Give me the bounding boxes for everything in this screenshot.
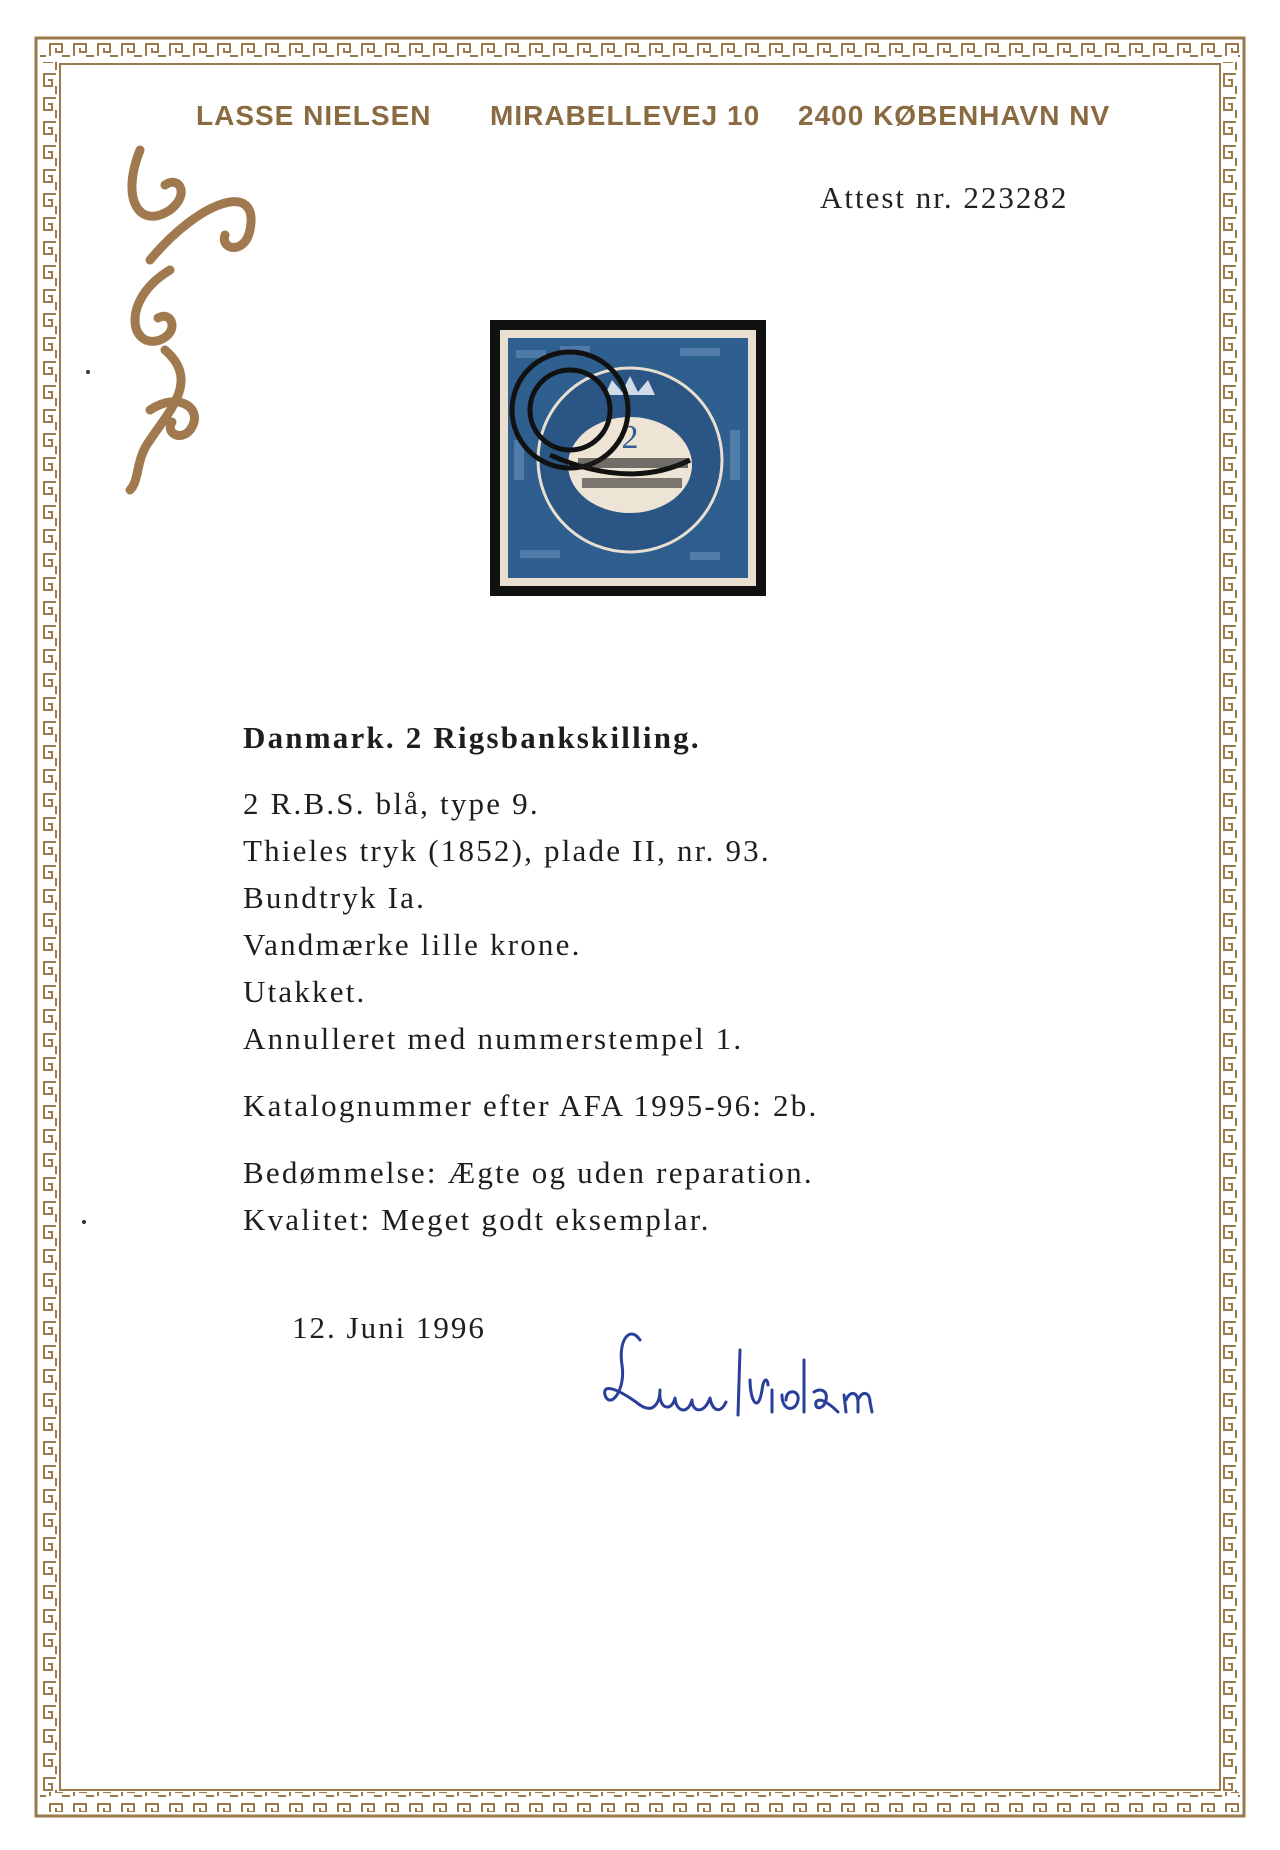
paper-speck [82,1220,86,1224]
detail-line: Utakket. [243,974,367,1009]
letterhead-city: 2400 KØBENHAVN NV [798,100,1111,131]
issue-date: 12. Juni 1996 [292,1310,486,1345]
detail-line: Bundtryk Ia. [243,880,427,915]
assessment: Bedømmelse: Ægte og uden reparation. [243,1155,814,1190]
quality: Kvalitet: Meget godt eksemplar. [243,1202,711,1237]
letterhead-street: MIRABELLEVEJ 10 [490,100,761,131]
detail-line: Thieles tryk (1852), plade II, nr. 93. [243,833,771,868]
signature [600,1320,910,1450]
stamp-heading: Danmark. 2 Rigsbankskilling. [243,720,701,755]
stamp-image [490,320,766,596]
paper-speck [86,370,90,374]
corner-flourish-icon [110,140,270,500]
catalog-number: Katalognummer efter AFA 1995-96: 2b. [243,1088,819,1123]
svg-text:2: 2 [621,419,639,456]
detail-line: Vandmærke lille krone. [243,927,582,962]
detail-line: Annulleret med nummerstempel 1. [243,1021,744,1056]
attest-number: Attest nr. 223282 [820,180,1069,215]
letterhead-name: LASSE NIELSEN [196,100,432,131]
detail-line: 2 R.B.S. blå, type 9. [243,786,540,821]
